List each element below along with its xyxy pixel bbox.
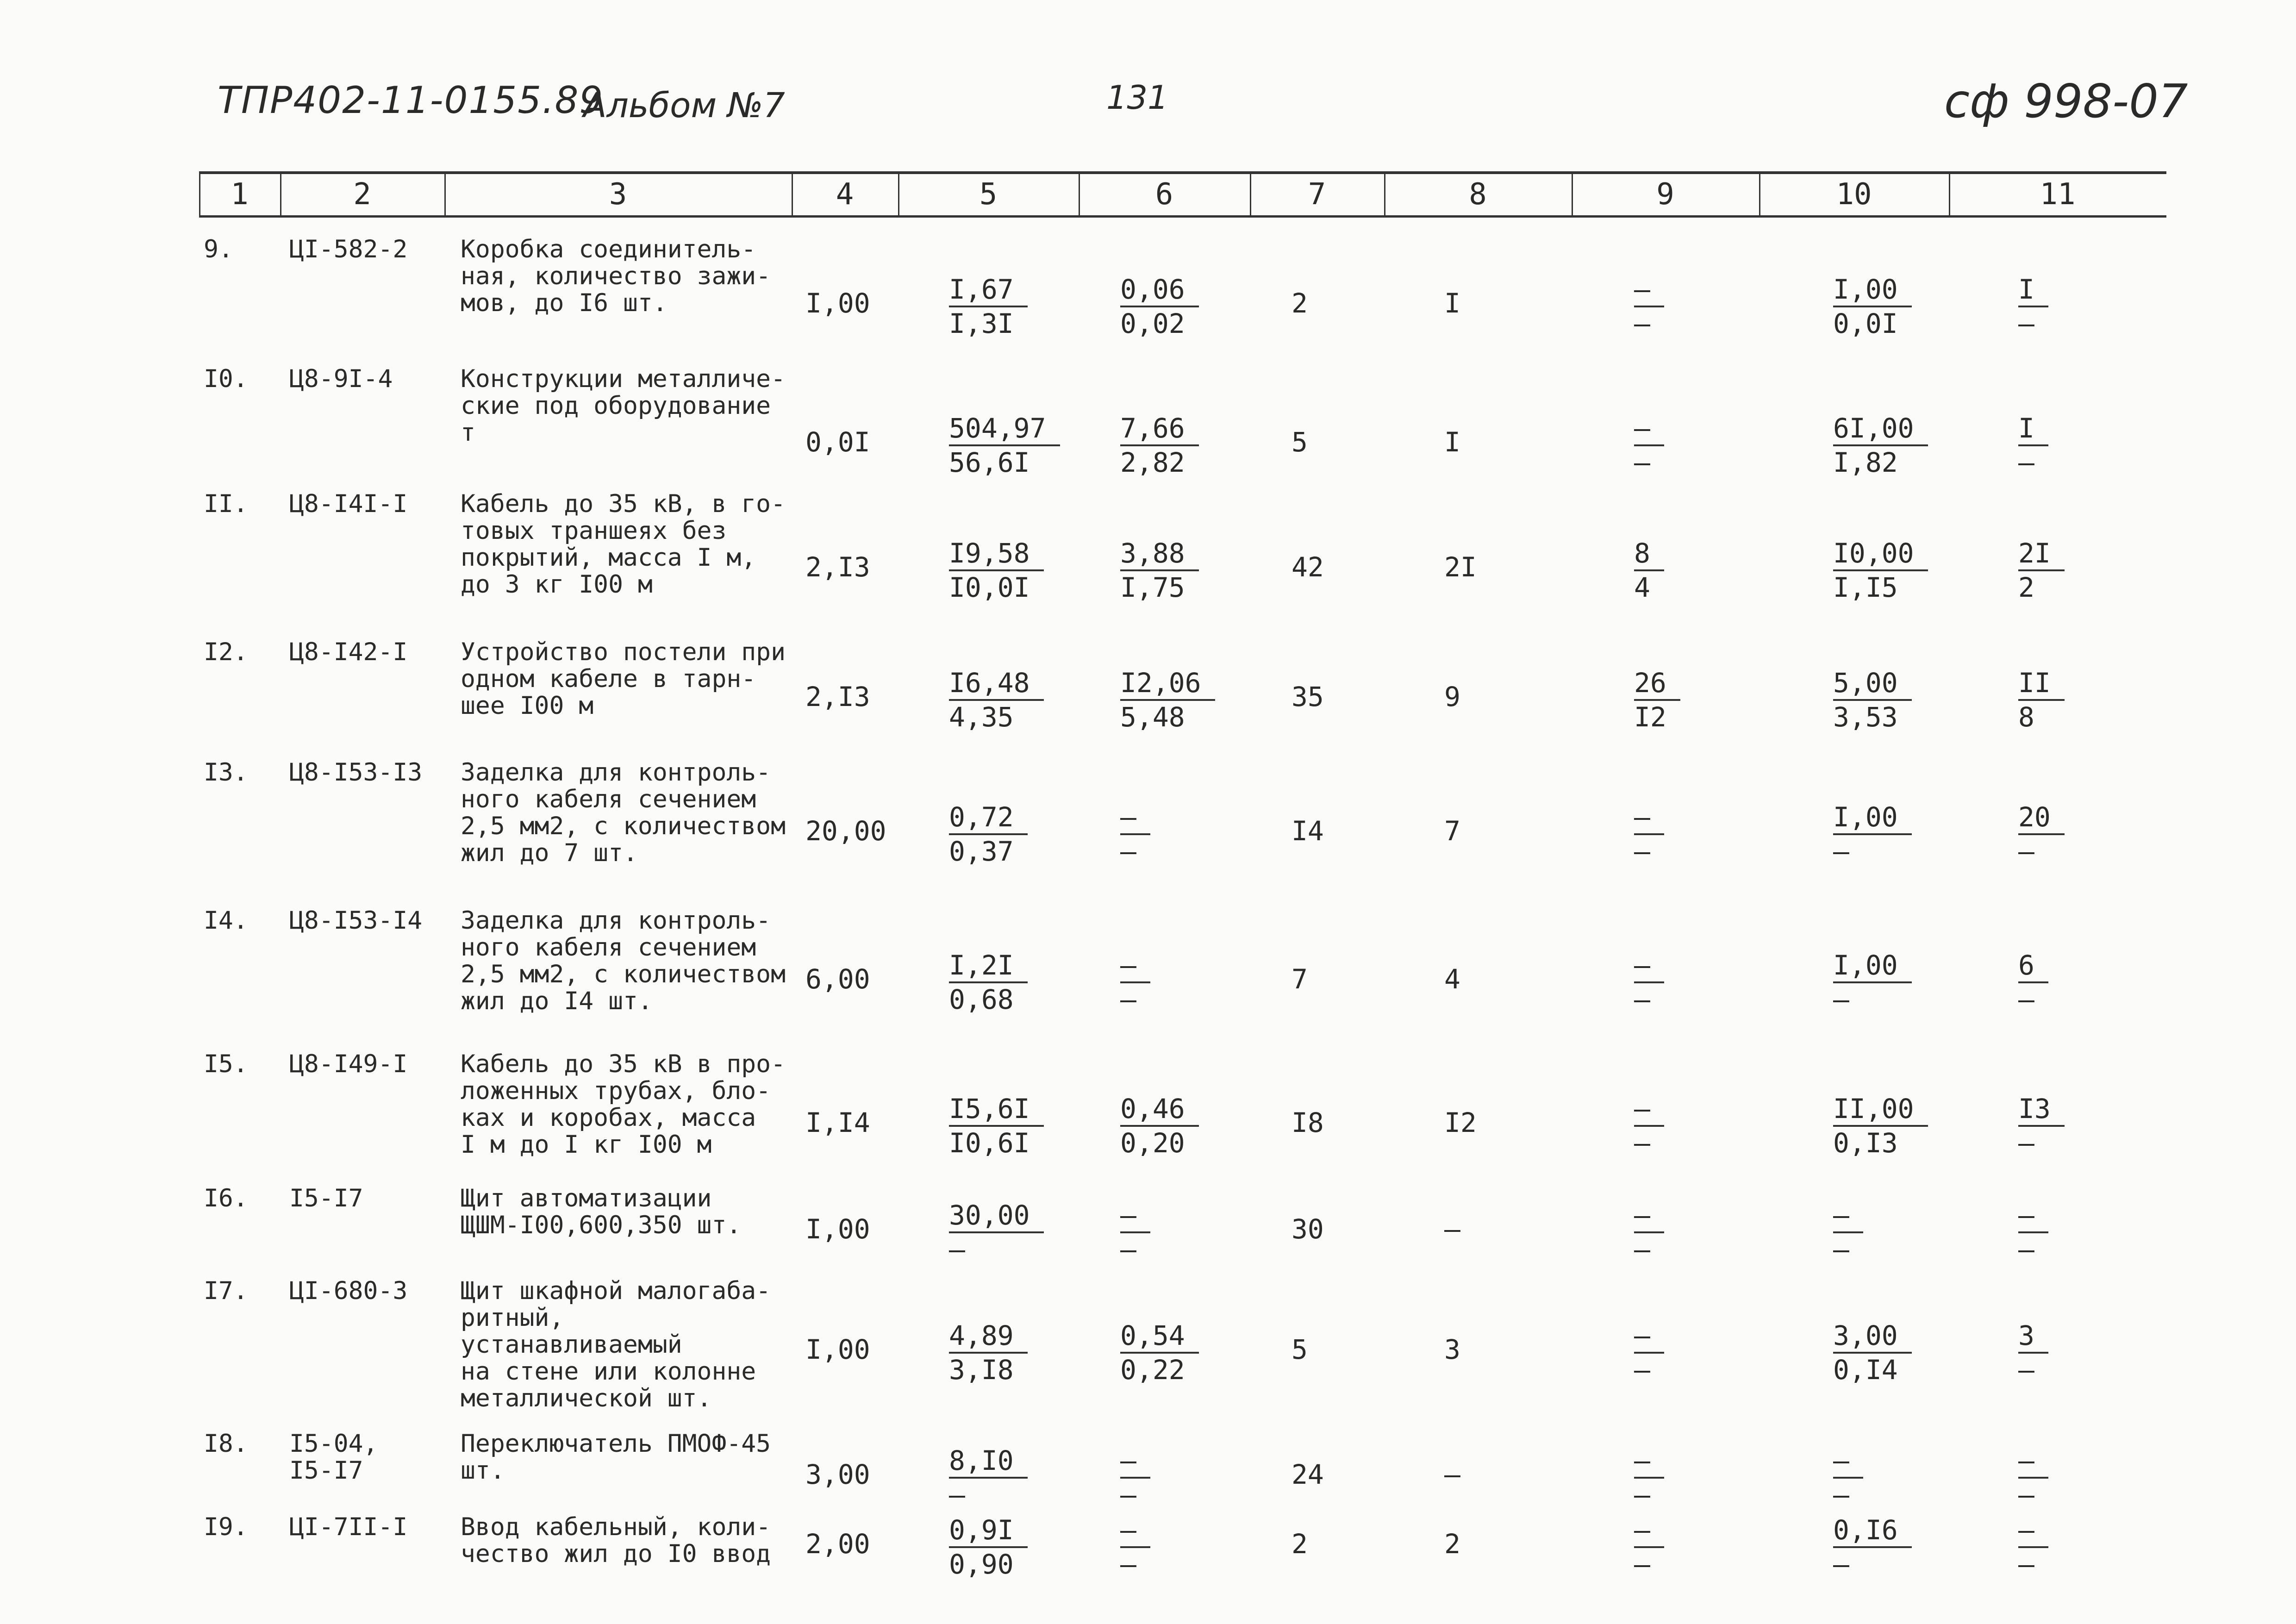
fraction-denominator: – (2018, 1127, 2034, 1159)
fraction-denominator: 0,68 (949, 984, 1014, 1015)
fraction-c6 (1120, 949, 1194, 1016)
fraction-c11 (2018, 412, 2092, 479)
fraction-c9 (1634, 1444, 1708, 1511)
fraction-denominator: 3,I8 (949, 1354, 1014, 1386)
fraction-numerator: 6 (2018, 949, 2048, 983)
fraction-numerator: 20 (2018, 801, 2065, 835)
row-number: 9. (204, 235, 233, 263)
fraction-numerator: – (2018, 1514, 2048, 1548)
row-description: Щит автоматизации ЩШМ-I00,600,350 шт. (461, 1184, 742, 1239)
fraction-denominator: – (1634, 447, 1650, 478)
fraction-denominator: – (2018, 308, 2034, 339)
fraction-numerator: – (2018, 1199, 2048, 1233)
fraction-numerator: 0,72 (949, 801, 1028, 835)
fraction-c5 (949, 1093, 1044, 1159)
fraction-denominator: – (2018, 1234, 2034, 1265)
fraction-denominator: 8 (2018, 701, 2034, 733)
row-code: I5-I7 (289, 1184, 363, 1212)
col8-value: – (1444, 1213, 1460, 1245)
fraction-c11 (2018, 1514, 2092, 1580)
fraction-denominator: I0,0I (949, 572, 1030, 603)
fraction-numerator: I,00 (1833, 949, 1912, 983)
fraction-numerator: 8,I0 (949, 1444, 1028, 1479)
sheet-code: сф 998-07 (1944, 74, 2188, 128)
col7-value: I8 (1292, 1107, 1324, 1138)
fraction-denominator: – (1833, 984, 1849, 1015)
fraction-c5 (949, 801, 1028, 868)
col7-value: 30 (1292, 1213, 1324, 1245)
fraction-numerator: – (2018, 1444, 2048, 1479)
fraction-numerator: – (1634, 273, 1664, 307)
fraction-numerator: I,00 (1833, 273, 1912, 307)
header-bottom-rule (199, 215, 2166, 218)
column-header-2: 2 (353, 177, 371, 212)
fraction-denominator: – (1634, 984, 1650, 1015)
fraction-numerator: – (1120, 1514, 1150, 1548)
fraction-c6 (1120, 801, 1194, 868)
row-description: Заделка для контроль- ного кабеля сечением 2,5 мм2, с количеством жил до 7 шт. (461, 758, 786, 867)
row-code: Ц8-I4I-I (289, 490, 408, 518)
col8-value: I (1444, 287, 1460, 319)
fraction-c6 (1120, 1444, 1194, 1511)
fraction-numerator: 504,97 (949, 412, 1060, 446)
fraction-c9 (1634, 1514, 1708, 1580)
fraction-numerator: – (1634, 949, 1664, 983)
fraction-c6 (1120, 537, 1199, 604)
fraction-c11 (2018, 1319, 2092, 1386)
fraction-denominator: 4,35 (949, 701, 1014, 733)
fraction-denominator: – (1634, 836, 1650, 867)
column-header-1: 1 (231, 177, 249, 212)
row-description: Кабель до 35 кВ, в го- товых траншеях без покрытий, масса I м, до 3 кг I00 м (461, 490, 786, 599)
col8-value: 2 (1444, 1528, 1460, 1560)
fraction-c10 (1833, 667, 1912, 733)
fraction-numerator: II,00 (1833, 1093, 1928, 1127)
column-header-6: 6 (1155, 177, 1173, 212)
album-number: Альбом №7 (583, 86, 785, 125)
row-code: I5-04, I5-I7 (289, 1430, 378, 1485)
fraction-denominator: – (1634, 1127, 1650, 1159)
row-description: Переключатель ПМОФ-45 шт. (461, 1430, 771, 1485)
col7-value: 2 (1292, 1528, 1308, 1560)
fraction-numerator: 8 (1634, 537, 1664, 571)
col8-value: 4 (1444, 963, 1460, 995)
fraction-denominator: 0,22 (1120, 1354, 1185, 1386)
fraction-numerator: 0,46 (1120, 1093, 1199, 1127)
document-code: ТПР402-11-0155.89 (218, 79, 604, 122)
row-code: Ц8-I49-I (289, 1050, 408, 1078)
fraction-c6 (1120, 1319, 1199, 1386)
fraction-c10 (1833, 537, 1928, 604)
fraction-numerator: 4,89 (949, 1319, 1028, 1354)
fraction-numerator: 0,I6 (1833, 1514, 1912, 1548)
fraction-c9 (1634, 273, 1708, 340)
fraction-denominator: 0,02 (1120, 308, 1185, 339)
row-quantity: 3,00 (805, 1459, 870, 1490)
col7-value: 42 (1292, 551, 1324, 583)
fraction-numerator: – (1120, 1199, 1150, 1233)
fraction-c10 (1833, 1514, 1912, 1580)
row-number: I0. (204, 365, 248, 393)
fraction-numerator: – (1634, 1093, 1664, 1127)
row-quantity: I,I4 (805, 1107, 870, 1138)
fraction-denominator: – (1833, 836, 1849, 867)
fraction-denominator: – (1120, 984, 1136, 1015)
fraction-c5 (949, 537, 1044, 604)
fraction-denominator: 3,53 (1833, 701, 1898, 733)
fraction-c9 (1634, 949, 1708, 1016)
fraction-c11 (2018, 949, 2092, 1016)
fraction-numerator: I3 (2018, 1093, 2065, 1127)
fraction-numerator: – (1833, 1199, 1863, 1233)
fraction-denominator: 0,I3 (1833, 1127, 1898, 1159)
fraction-denominator: I,75 (1120, 572, 1185, 603)
col8-value: 7 (1444, 815, 1460, 847)
fraction-c5 (949, 1444, 1028, 1511)
fraction-denominator: I,3I (949, 308, 1014, 339)
fraction-c11 (2018, 273, 2092, 340)
col7-value: 35 (1292, 681, 1324, 712)
fraction-c11 (2018, 537, 2092, 604)
row-number: I8. (204, 1430, 248, 1458)
fraction-numerator: 6I,00 (1833, 412, 1928, 446)
fraction-denominator: – (1634, 1549, 1650, 1580)
row-description: Заделка для контроль- ного кабеля сечением 2,5 мм2, с количеством жил до I4 шт. (461, 906, 786, 1015)
fraction-numerator: – (1120, 949, 1150, 983)
fraction-denominator: 5,48 (1120, 701, 1185, 733)
row-description: Кабель до 35 кВ в про- ложенных трубах, бло- ках и коробах, масса I м до I кг I00 м (461, 1050, 786, 1159)
fraction-denominator: – (1634, 1234, 1650, 1265)
row-quantity: I,00 (805, 1334, 870, 1365)
fraction-c11 (2018, 1444, 2092, 1511)
fraction-denominator: 4 (1634, 572, 1650, 603)
fraction-c10 (1833, 1093, 1928, 1159)
fraction-denominator: – (2018, 447, 2034, 478)
row-number: I2. (204, 638, 248, 666)
fraction-c9 (1634, 667, 1708, 733)
fraction-numerator: I,67 (949, 273, 1028, 307)
fraction-denominator: – (2018, 1549, 2034, 1580)
fraction-c6 (1120, 1199, 1194, 1266)
fraction-denominator: 2,82 (1120, 447, 1185, 478)
fraction-c5 (949, 949, 1028, 1016)
row-code: ЦI-680-3 (289, 1277, 408, 1305)
fraction-denominator: 0,0I (1833, 308, 1898, 339)
col7-value: 5 (1292, 426, 1308, 458)
row-code: Ц8-I53-I3 (289, 758, 423, 787)
fraction-denominator: 56,6I (949, 447, 1030, 478)
row-description: Коробка соединитель- ная, количество зажи- мов, до I6 шт. (461, 235, 771, 317)
fraction-c9 (1634, 1319, 1708, 1386)
col8-value: – (1444, 1459, 1460, 1490)
row-code: Ц8-I53-I4 (289, 906, 423, 935)
column-header-4: 4 (836, 177, 854, 212)
fraction-numerator: I5,6I (949, 1093, 1044, 1127)
row-quantity: 20,00 (805, 815, 886, 847)
fraction-denominator: – (1634, 1479, 1650, 1511)
row-quantity: 2,I3 (805, 681, 870, 712)
fraction-numerator: 30,00 (949, 1199, 1044, 1233)
fraction-c9 (1634, 1199, 1708, 1266)
col8-value: I2 (1444, 1107, 1477, 1138)
col8-value: 9 (1444, 681, 1460, 712)
fraction-c5 (949, 1319, 1028, 1386)
fraction-c10 (1833, 273, 1912, 340)
fraction-denominator: 0,90 (949, 1549, 1014, 1580)
row-number: I4. (204, 906, 248, 935)
fraction-denominator: – (1120, 1234, 1136, 1265)
fraction-denominator: – (1634, 308, 1650, 339)
row-code: Ц8-I42-I (289, 638, 408, 666)
row-number: I5. (204, 1050, 248, 1078)
fraction-denominator: – (1833, 1234, 1849, 1265)
fraction-numerator: II (2018, 667, 2065, 701)
fraction-denominator: – (949, 1234, 965, 1265)
fraction-c6 (1120, 1514, 1194, 1580)
fraction-c11 (2018, 1093, 2092, 1159)
row-description: Устройство постели при одном кабеле в тарн- шее I00 м (461, 638, 786, 720)
fraction-denominator: – (1120, 836, 1136, 867)
fraction-numerator: – (1833, 1444, 1863, 1479)
row-quantity: 2,I3 (805, 551, 870, 583)
fraction-c5 (949, 1199, 1044, 1266)
fraction-numerator: 3,88 (1120, 537, 1199, 571)
row-number: I6. (204, 1184, 248, 1212)
fraction-numerator: I2,06 (1120, 667, 1215, 701)
fraction-numerator: 3 (2018, 1319, 2048, 1354)
row-quantity: 2,00 (805, 1528, 870, 1560)
fraction-numerator: – (1634, 1444, 1664, 1479)
fraction-c5 (949, 1514, 1028, 1580)
row-quantity: I,00 (805, 1213, 870, 1245)
fraction-numerator: – (1634, 1319, 1664, 1354)
fraction-denominator: – (1833, 1479, 1849, 1511)
row-quantity: I,00 (805, 287, 870, 319)
fraction-numerator: 3,00 (1833, 1319, 1912, 1354)
col8-value: 3 (1444, 1334, 1460, 1365)
fraction-c10 (1833, 801, 1912, 868)
fraction-c6 (1120, 1093, 1199, 1159)
fraction-c5 (949, 412, 1060, 479)
col7-value: 5 (1292, 1334, 1308, 1365)
fraction-numerator: – (1634, 801, 1664, 835)
fraction-numerator: 5,00 (1833, 667, 1912, 701)
col7-value: 7 (1292, 963, 1308, 995)
fraction-numerator: I (2018, 273, 2048, 307)
row-code: Ц8-9I-4 (289, 365, 393, 393)
fraction-denominator: I2 (1634, 701, 1666, 733)
fraction-denominator: 0,I4 (1833, 1354, 1898, 1386)
fraction-denominator: – (949, 1479, 965, 1511)
fraction-denominator: I,I5 (1833, 572, 1898, 603)
row-number: I3. (204, 758, 248, 787)
fraction-c5 (949, 667, 1044, 733)
fraction-c9 (1634, 412, 1708, 479)
fraction-numerator: 2I (2018, 537, 2065, 571)
header-top-rule (199, 171, 2166, 174)
col7-value: I4 (1292, 815, 1324, 847)
fraction-denominator: – (1120, 1549, 1136, 1580)
row-code: ЦI-7II-I (289, 1513, 408, 1541)
fraction-numerator: 7,66 (1120, 412, 1199, 446)
fraction-numerator: I,00 (1833, 801, 1912, 835)
fraction-numerator: I0,00 (1833, 537, 1928, 571)
fraction-c6 (1120, 273, 1199, 340)
fraction-c10 (1833, 1319, 1912, 1386)
row-description: Щит шкафной малогаба- ритный, устанавливаемый на стене или колонне металлической шт. (461, 1277, 771, 1412)
fraction-denominator: 0,37 (949, 836, 1014, 867)
fraction-numerator: 0,9I (949, 1514, 1028, 1548)
fraction-denominator: – (2018, 1479, 2034, 1511)
fraction-c5 (949, 273, 1028, 340)
fraction-c11 (2018, 801, 2092, 868)
row-number: II. (204, 490, 248, 518)
col8-value: I (1444, 426, 1460, 458)
row-description: Ввод кабельный, коли- чество жил до I0 ввод (461, 1513, 771, 1568)
fraction-c6 (1120, 667, 1215, 733)
column-header-5: 5 (979, 177, 998, 212)
fraction-numerator: – (1634, 412, 1664, 446)
column-header-8: 8 (1469, 177, 1487, 212)
column-header-11: 11 (2040, 177, 2076, 212)
column-header-3: 3 (609, 177, 627, 212)
fraction-denominator: – (2018, 1354, 2034, 1386)
column-header-10: 10 (1836, 177, 1872, 212)
page-number: 131 (1106, 79, 1168, 117)
fraction-denominator: 2 (2018, 572, 2034, 603)
column-header-9: 9 (1656, 177, 1674, 212)
fraction-numerator: I,2I (949, 949, 1028, 983)
fraction-numerator: 0,06 (1120, 273, 1199, 307)
fraction-numerator: 26 (1634, 667, 1680, 701)
row-code: ЦI-582-2 (289, 235, 408, 263)
fraction-c10 (1833, 1444, 1907, 1511)
fraction-c6 (1120, 412, 1199, 479)
row-description: Конструкции металличе- ские под оборудование т (461, 365, 786, 447)
row-quantity: 6,00 (805, 963, 870, 995)
fraction-denominator: – (2018, 984, 2034, 1015)
row-number: I9. (204, 1513, 248, 1541)
fraction-c9 (1634, 537, 1708, 604)
fraction-c10 (1833, 412, 1928, 479)
fraction-denominator: – (1634, 1354, 1650, 1386)
fraction-numerator: I (2018, 412, 2048, 446)
fraction-denominator: I,82 (1833, 447, 1898, 478)
fraction-denominator: – (2018, 836, 2034, 867)
col7-value: 24 (1292, 1459, 1324, 1490)
row-number: I7. (204, 1277, 248, 1305)
fraction-denominator: – (1833, 1549, 1849, 1580)
fraction-numerator: – (1120, 1444, 1150, 1479)
fraction-numerator: – (1634, 1514, 1664, 1548)
fraction-numerator: I9,58 (949, 537, 1044, 571)
fraction-c10 (1833, 949, 1912, 1016)
fraction-c9 (1634, 801, 1708, 868)
fraction-c11 (2018, 1199, 2092, 1266)
col7-value: 2 (1292, 287, 1308, 319)
fraction-c11 (2018, 667, 2092, 733)
fraction-numerator: – (1634, 1199, 1664, 1233)
col8-value: 2I (1444, 551, 1477, 583)
fraction-numerator: 0,54 (1120, 1319, 1199, 1354)
fraction-denominator: I0,6I (949, 1127, 1030, 1159)
fraction-c10 (1833, 1199, 1907, 1266)
fraction-numerator: – (1120, 801, 1150, 835)
row-quantity: 0,0I (805, 426, 870, 458)
fraction-c9 (1634, 1093, 1708, 1159)
column-header-7: 7 (1308, 177, 1326, 212)
fraction-denominator: – (1120, 1479, 1136, 1511)
fraction-numerator: I6,48 (949, 667, 1044, 701)
fraction-denominator: 0,20 (1120, 1127, 1185, 1159)
